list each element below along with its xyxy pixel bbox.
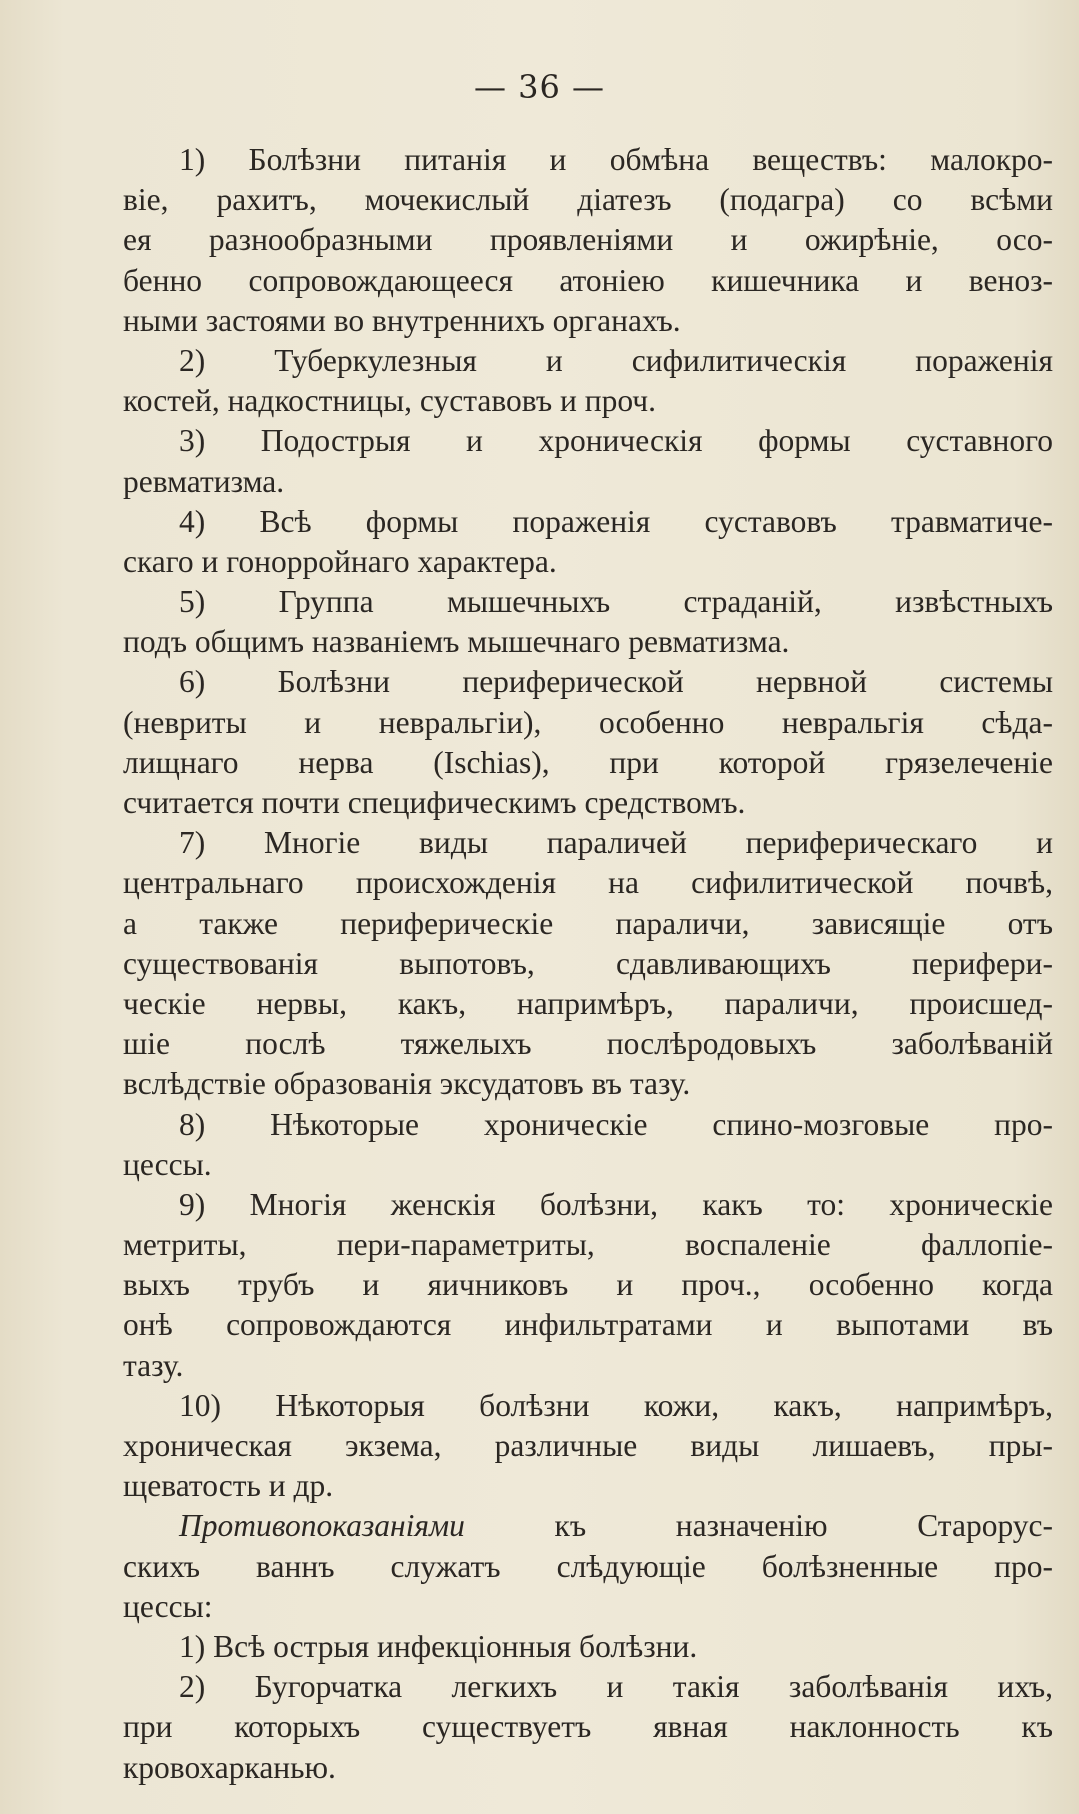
line-text: (невриты и невральгіи), особенно невральгія сѣда- [123,704,1053,740]
text-line [123,863,1053,903]
text-line [123,1024,1053,1064]
line-text: ея разнообразными проявленіями и ожирѣніе, осо- [123,222,1053,258]
line-text: 3) Подострыя и хроническія формы суставного [179,423,1053,459]
text-line [123,823,1053,863]
italic-term: Противопоказаніями [179,1508,465,1544]
text-line [123,301,1053,341]
text-line [123,220,1053,260]
line-text: а также периферическіе параличи, зависящіе отъ [123,905,1053,941]
text-line [123,140,1053,180]
line-text: онѣ сопровождаются инфильтратами и выпотами въ [123,1307,1053,1343]
line-text: 5) Группа мышечныхъ страданій, извѣстныхъ [179,584,1053,620]
line-text: вслѣдствіе образованія эксудатовъ въ тазу. [123,1066,691,1102]
line-text: 2) Туберкулезныя и сифилитическія пораженія [179,342,1053,378]
line-text: считается почти специфическимъ средствомъ. [123,785,746,820]
line-text: при которыхъ существуетъ явная наклонность къ [123,1709,1053,1745]
page-number: — 36 — [473,68,606,106]
text-line [123,341,1053,381]
text-line [123,743,1053,783]
line-text: ческіе нервы, какъ, напримѣръ, параличи, происшед- [123,985,1053,1021]
text-line [123,1386,1053,1426]
line-text: хроническая экзема, различные виды лишаевъ, пры- [123,1428,1053,1463]
line-text: 4) Всѣ формы пораженія суставовъ травматиче- [179,503,1053,539]
text-line [123,1225,1053,1265]
line-text: бенно сопровождающееся атоніею кишечника и веноз- [123,262,1053,298]
line-text: 8) Нѣкоторые хроническіе спино-мозговые про- [179,1106,1053,1142]
line-text: 9) Многія женскія болѣзни, какъ то: хроническіе [179,1186,1053,1222]
text-line [123,1265,1053,1305]
line-text: метриты, пери-параметриты, воспаленіе фаллопіе- [123,1227,1053,1263]
line-text: 6) Болѣзни периферической нервной системы [179,664,1053,700]
line-text: скаго и гонорройнаго характера. [123,543,557,579]
text-line [123,904,1053,944]
line-text: 2) Бугорчатка легкихъ и такія заболѣванія ихъ, [179,1669,1053,1705]
line-text: существованія выпотовъ, сдавливающихъ перифери- [123,945,1053,981]
line-text: цессы. [123,1146,212,1182]
text-line [123,1547,1053,1587]
text-line [123,421,1053,461]
text-line [123,1748,1053,1788]
text-line [123,1346,1053,1386]
line-text: 7) Многіе виды параличей периферическаго и [179,825,1053,861]
line-text: віе, рахитъ, мочекислый діатезъ (подагра) со всѣми [123,182,1053,218]
text-line [123,1627,1053,1667]
line-text: кровохарканью. [123,1749,336,1785]
line-text: тазу. [123,1347,184,1383]
text-line [123,1707,1053,1747]
text-line [123,1587,1053,1627]
text-line [123,462,1053,502]
line-text: костей, надкостницы, суставовъ и проч. [123,383,656,419]
text-line [123,582,1053,622]
line-text: центральнаго происхожденія на сифилитической почвѣ, [123,865,1053,901]
body-text [123,140,1053,1788]
text-line [123,381,1053,421]
text-line [123,984,1053,1024]
line-text: ревматизма. [123,463,285,499]
line-text: 10) Нѣкоторыя болѣзни кожи, какъ, напримѣръ, [179,1387,1053,1423]
text-line [123,944,1053,984]
line-text: лищнаго нерва (Ischias), при которой грязелеченіе [123,744,1053,780]
text-line [123,703,1053,743]
text-line [123,1667,1053,1707]
line-text: щеватость и др. [123,1468,334,1504]
text-line [123,180,1053,220]
text-line [123,1105,1053,1145]
text-line [123,1466,1053,1506]
line-text: 1) Всѣ острыя инфекціонныя болѣзни. [179,1628,698,1664]
line-text: подъ общимъ названіемъ мышечнаго ревматизма. [123,624,790,660]
text-line [123,1145,1053,1185]
text-line [123,542,1053,582]
line-text: цессы: [123,1588,213,1624]
line-text: 1) Болѣзни питанія и обмѣна веществъ: малокро- [179,142,1053,177]
text-line [123,502,1053,542]
line-text: ными застоями во внутреннихъ органахъ. [123,302,681,338]
text-line [123,1185,1053,1225]
text-line [123,1064,1053,1104]
text-line [123,783,1053,823]
text-line [123,261,1053,301]
text-line [123,622,1053,662]
text-line [123,1506,1053,1546]
line-text: шіе послѣ тяжелыхъ послѣродовыхъ заболѣваній [123,1026,1053,1062]
text-line [123,1305,1053,1345]
text-line [123,1426,1053,1466]
line-text: выхъ трубъ и яичниковъ и проч., особенно когда [123,1267,1053,1303]
line-text: скихъ ваннъ служатъ слѣдующіе болѣзненные про- [123,1548,1053,1584]
line-text: къ назначенію Старорус- [464,1508,1053,1544]
text-line [123,662,1053,702]
